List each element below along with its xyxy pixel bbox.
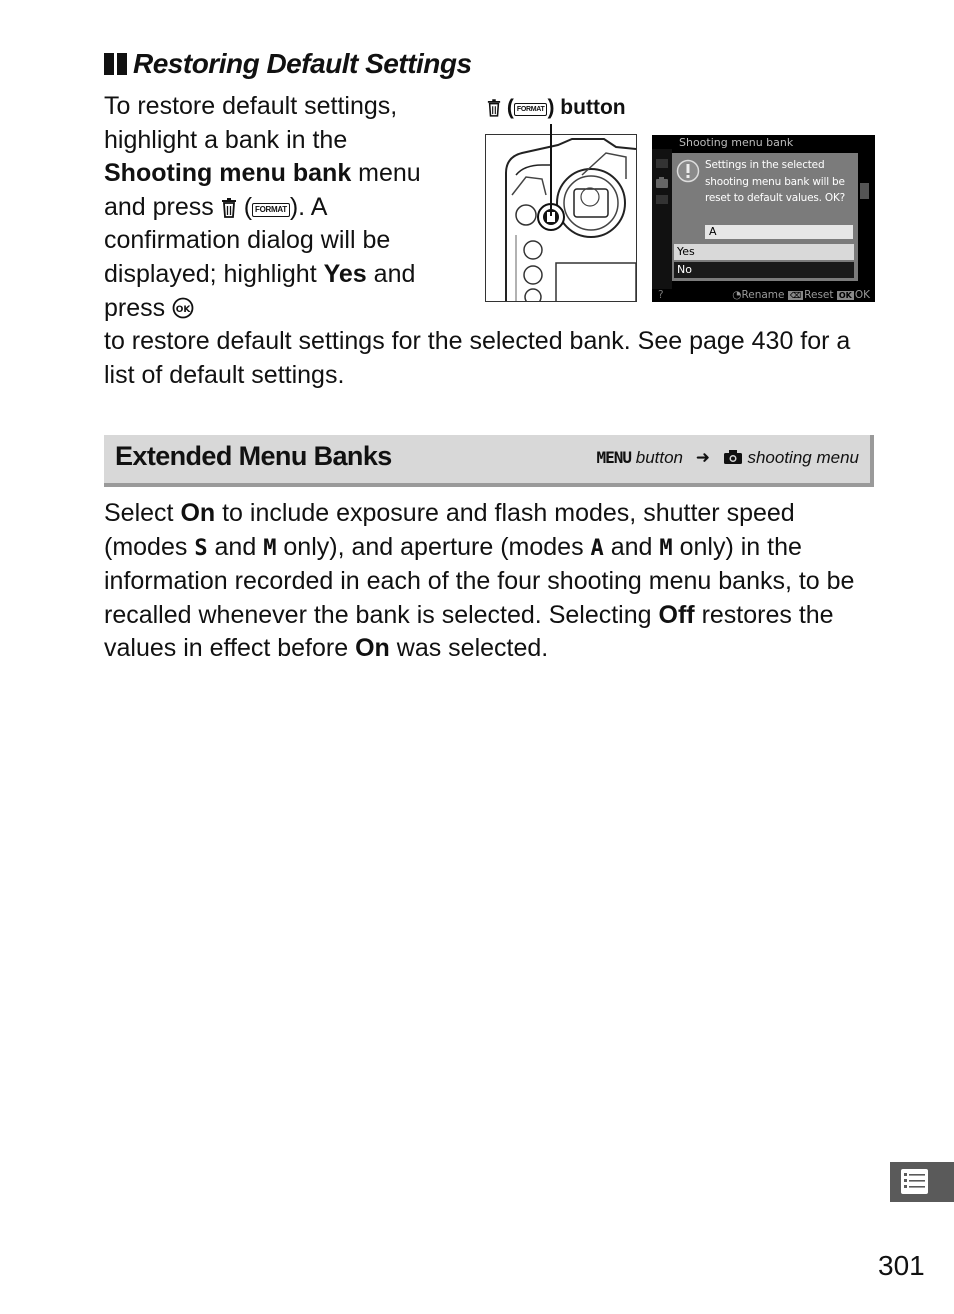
- lcd-menu-rail: [652, 149, 672, 289]
- ext-text-1: Select: [104, 499, 174, 527]
- chapter-tab: [890, 1162, 954, 1202]
- lcd-footer-rename: Rename: [741, 289, 785, 301]
- lcd-option-yes[interactable]: Yes: [674, 244, 854, 260]
- figure-label-open: (: [506, 96, 514, 119]
- svg-text:OK: OK: [175, 304, 191, 315]
- ext-text-8: was selected.: [396, 634, 549, 663]
- format-button-icon: FORMAT: [514, 103, 548, 116]
- section-heading-text: Restoring Default Settings: [133, 48, 472, 79]
- figure-label: [487, 96, 626, 120]
- section-bar: [104, 435, 874, 487]
- ext-text-3: and: [214, 532, 257, 561]
- trash-icon: [487, 99, 501, 117]
- mode-m-glyph: M: [263, 535, 277, 561]
- lcd-dialog-message: Settings in the selected shooting menu bank will be reset to default values. OK?: [705, 159, 846, 204]
- intro-text-2: menu and press: [104, 159, 421, 221]
- ext-text-2: to include exposure and flash modes, shutter speed (modes: [104, 499, 795, 561]
- intro-menu-name: Shooting menu bank: [104, 159, 352, 188]
- arrow-right-icon: ➜: [695, 448, 710, 467]
- section-heading: [104, 48, 472, 80]
- mode-s-glyph: S: [194, 535, 208, 561]
- lcd-footer-ok: OK: [854, 289, 870, 301]
- section-bar-title: Extended Menu Banks: [115, 441, 392, 471]
- intro-text-1: To restore default settings, highlight a bank in the: [104, 92, 398, 154]
- lcd-trash-key-icon: ⌫: [789, 291, 802, 300]
- lcd-option-no[interactable]: No: [674, 262, 854, 278]
- intro-text-4: and press: [104, 259, 416, 322]
- ext-text-5: and: [610, 532, 653, 561]
- menu-path-button: button: [635, 448, 684, 467]
- camera-illustration: [485, 134, 637, 302]
- ext-text-4: only), and aperture (modes: [283, 532, 584, 561]
- lcd-footer-reset: Reset: [804, 289, 834, 301]
- camera-icon: [723, 449, 743, 465]
- menu-path: [596, 448, 859, 468]
- intro-paragraph: [104, 90, 449, 325]
- mode-m-glyph: M: [659, 535, 673, 561]
- camera-back-icon: [486, 135, 636, 301]
- heading-marker-icon: [104, 53, 114, 75]
- ext-text-6: only) in the information recorded in each of the four shooting menu banks, to be recalled whenever the bank is selected. Selecting: [104, 532, 855, 629]
- warning-icon: [676, 159, 700, 183]
- intro-text-3: ). A confirmation dialog will be displayed; highlight: [104, 192, 391, 288]
- lcd-bank-name: A: [705, 225, 853, 239]
- ext-on: On: [180, 499, 216, 527]
- camera-icon: [652, 149, 672, 209]
- figure-label-close: ) button: [547, 96, 626, 119]
- lcd-ok-key-icon: OK: [838, 291, 852, 300]
- ext-text-7: restores the values in effect before: [104, 600, 834, 663]
- lcd-help-icon: ?: [658, 289, 664, 301]
- ext-off: Off: [658, 600, 695, 629]
- format-button-icon: FORMAT: [252, 203, 290, 217]
- heading-marker-icon: [117, 53, 127, 75]
- lcd-title: Shooting menu bank: [679, 136, 794, 149]
- intro-yes: Yes: [323, 259, 367, 288]
- trash-icon: [221, 198, 237, 218]
- ok-button-icon: [172, 297, 194, 319]
- lcd-confirm-dialog: [672, 153, 858, 281]
- mode-a-glyph: A: [590, 535, 604, 561]
- intro-paren-open: (: [243, 192, 253, 221]
- menu-list-tab-icon: [890, 1162, 954, 1202]
- extended-paragraph: [104, 497, 884, 666]
- intro-paragraph-continued: [104, 325, 884, 392]
- rename-dial-icon: ◔: [732, 289, 742, 301]
- menu-path-shooting: shooting menu: [747, 448, 859, 467]
- callout-leader-line: [550, 124, 552, 216]
- intro-text-5: to restore default settings for the selected bank. See page 430 for a list of default settings.: [104, 327, 851, 389]
- menu-button-label: MENU: [596, 448, 632, 467]
- page-number: 301: [878, 1250, 925, 1281]
- ext-on-2: On: [355, 634, 390, 663]
- lcd-scrollbar: [860, 183, 869, 199]
- lcd-screen: [652, 135, 875, 302]
